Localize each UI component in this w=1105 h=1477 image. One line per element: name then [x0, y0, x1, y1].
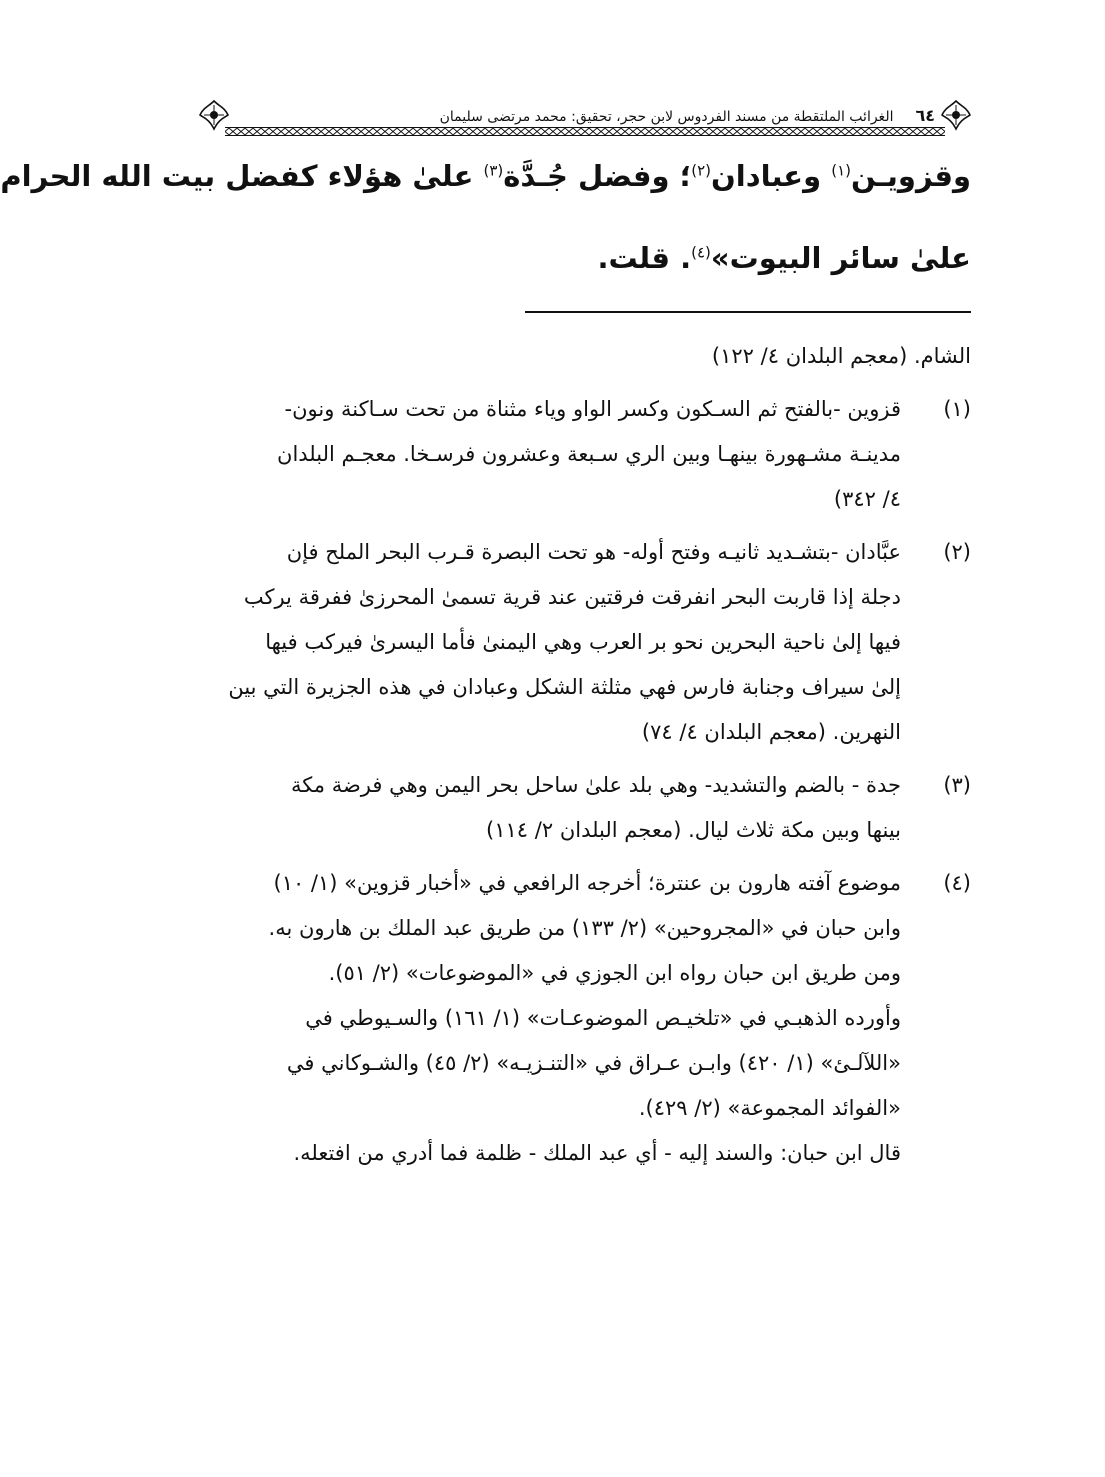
footnote-line: وابن حبان في «المجروحين» (٢/ ١٣٣) من طريق عبد الملك بن هارون به. [268, 916, 901, 940]
header-decorative-rule [225, 127, 945, 136]
header-text-row [235, 106, 935, 125]
footnote-3 [199, 763, 971, 853]
footnote-line: النهرين. (معجم البلدان ٤/ ٧٤) [641, 720, 901, 744]
footnote-4 [199, 861, 971, 1176]
main-text [0, 148, 971, 286]
footnote-number: (٣) [943, 773, 971, 797]
footnote-line: جدة - بالضم والتشديد- وهي بلد علىٰ ساحل بحر اليمن وهي فرضة مكة [290, 773, 901, 797]
footnote-line: مدينـة مشـهورة بينهـا وبين الري سـبعة وعشرون فرسـخا. معجـم البلدان [277, 442, 901, 466]
footnote-line: فيها إلىٰ ناحية البحرين نحو بر العرب وهي اليمنىٰ فأما اليسرىٰ فيركب فيها [265, 630, 901, 654]
footnote-reference[interactable]: (٢) [691, 161, 711, 180]
page-number: ٦٤ [915, 106, 935, 125]
footnote-line: «الفوائد المجموعة» (٢/ ٤٢٩). [638, 1096, 901, 1120]
footnote-2 [199, 530, 971, 755]
footnote-line: بينها وبين مكة ثلاث ليال. (معجم البلدان ٢/ ١١٤) [486, 818, 901, 842]
text-run: علىٰ سائر البيوت» [710, 241, 971, 275]
footnote-separator [525, 311, 971, 313]
footnote-line: إلىٰ سيراف وجنابة فارس فهي مثلثة الشكل وعبادان في هذه الجزيرة التي بين [228, 675, 901, 699]
text-run: . قلت. [597, 241, 692, 275]
running-title: الغرائب الملتقطة من مسند الفردوس لابن حجر، تحقيق: محمد مرتضى سليمان [439, 109, 894, 125]
main-line [199, 230, 971, 286]
footnote-line: «اللآلـئ» (١/ ٤٢٠) وابـن عـراق في «التنـزيـه» (٢/ ٤٥) والشـوكاني في [286, 1051, 901, 1075]
footnote-line: قال ابن حبان: والسند إليه - أي عبد الملك - ظلمة فما أدري من افتعله. [293, 1141, 901, 1165]
running-header [197, 94, 973, 140]
footnote-reference[interactable]: (٤) [691, 243, 711, 262]
main-line [0, 148, 971, 204]
footnote-line: دجلة إذا قاربت البحر انفرقت فرقتين عند قرية تسمىٰ المحرزىٰ ففرقة يركب [243, 585, 901, 609]
footnote-line: موضوع آفته هارون بن عنترة؛ أخرجه الرافعي في «أخبار قزوين» (١/ ١٠) [273, 871, 901, 895]
text-run: وعبادان [711, 159, 832, 193]
footnote-line: قزوين -بالفتح ثم السـكون وكسر الواو وياء مثناة من تحت سـاكنة ونون- [284, 397, 901, 421]
footnote-number: (٤) [943, 871, 971, 895]
footnote-number: (١) [943, 397, 971, 421]
footnote-line: وأورده الذهبـي في «تلخيـص الموضوعـات» (١/ ١٦١) والسـيوطي في [305, 1006, 901, 1030]
footnote-carry-over: الشام. (معجم البلدان ٤/ ١٢٢) [711, 344, 971, 368]
text-run: علىٰ هؤلاء كفضل بيت الله الحرام [0, 159, 484, 193]
footnote-reference[interactable]: (٣) [483, 161, 504, 180]
footnote-line: عبَّادان -بتشـديد ثانيـه وفتح أوله- هو تحت البصرة قـرب البحر الملح فإن [286, 540, 901, 564]
footnote-line: ٤/ ٣٤٢) [833, 487, 901, 511]
footnote-line: ومن طريق ابن حبان رواه ابن الجوزي في «الموضوعات» (٢/ ٥١). [328, 961, 901, 985]
footnote-1 [199, 387, 971, 522]
footnote-reference[interactable]: (١) [831, 161, 852, 180]
text-run: ؛ وفضل جُـدَّة [503, 159, 692, 193]
text-run: وقزويـن [851, 159, 971, 193]
footnote-number: (٢) [943, 540, 971, 564]
footnotes [199, 334, 971, 1176]
